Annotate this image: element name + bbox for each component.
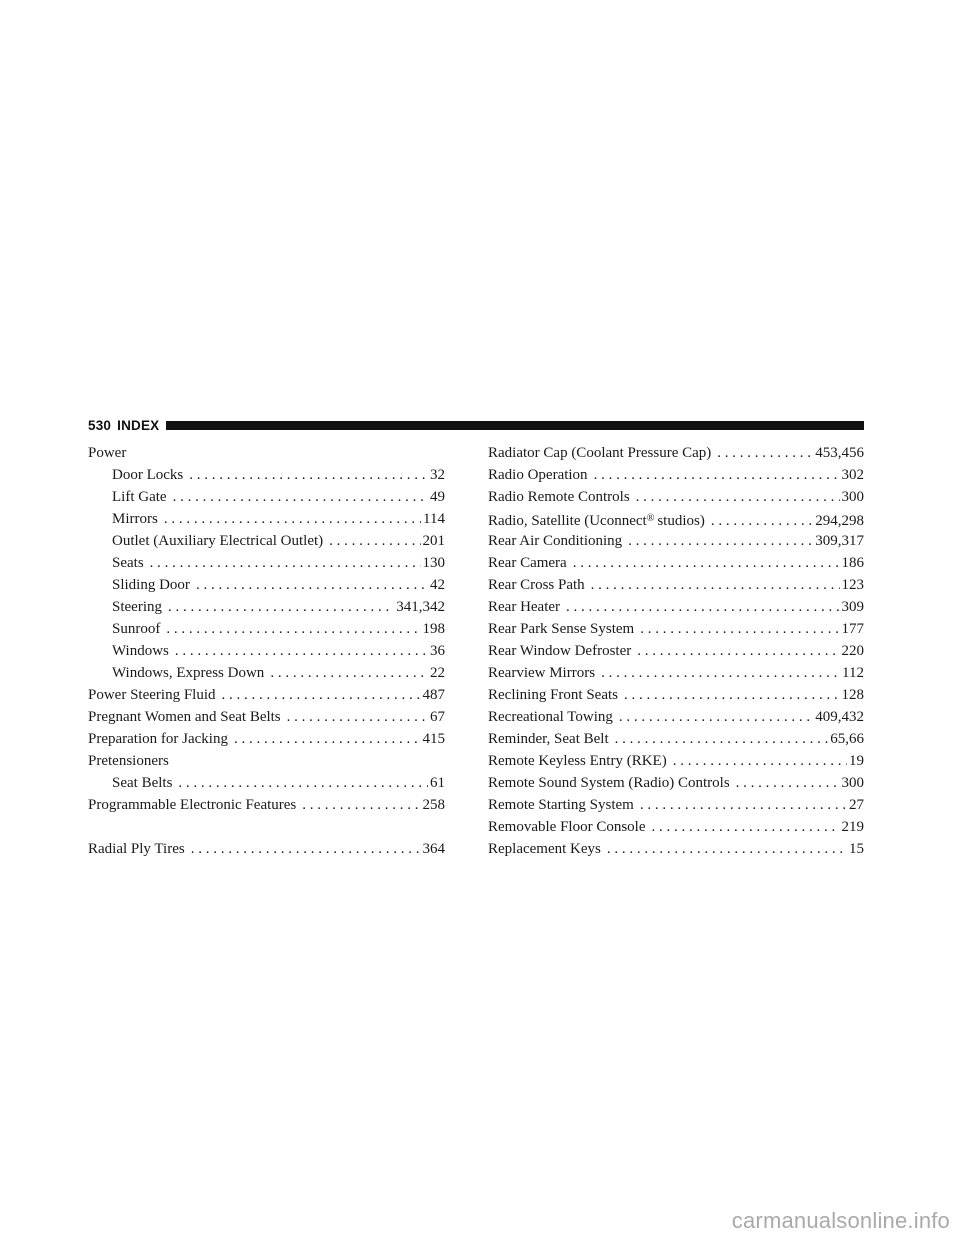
entry-term: Door Locks [112, 467, 184, 483]
entry-term: Seats [112, 555, 144, 571]
index-entry [88, 530, 445, 552]
entry-page: 67 [430, 709, 445, 725]
dot-leader [191, 838, 421, 860]
index-entry [488, 552, 864, 574]
index-entry [88, 552, 445, 574]
entry-term: Rearview Mirrors [488, 665, 596, 681]
header-label [88, 418, 159, 433]
index-entry [88, 838, 445, 860]
entry-page: 186 [841, 555, 864, 571]
index-column-right [488, 442, 864, 860]
dot-leader [166, 618, 420, 640]
entry-term: Reclining Front Seats [488, 687, 618, 703]
entry-page: 32 [430, 467, 445, 483]
dot-leader [178, 772, 428, 794]
entry-page: 364 [422, 841, 445, 857]
page-number: 530 [88, 417, 112, 433]
dot-leader [640, 794, 847, 816]
header-rule [166, 421, 864, 430]
entry-page: 309,317 [815, 533, 864, 549]
entry-page: 302 [841, 467, 864, 483]
index-entry [488, 794, 864, 816]
entry-page: 112 [842, 665, 864, 681]
entry-term: Sunroof [112, 621, 161, 637]
index-entry [488, 442, 864, 464]
dot-leader [673, 750, 847, 772]
entry-term: Pretensioners [88, 753, 169, 769]
dot-leader [591, 574, 840, 596]
dot-leader [234, 728, 421, 750]
entry-term: Rear Cross Path [488, 577, 585, 593]
dot-leader [189, 464, 428, 486]
entry-page: 409,432 [815, 709, 864, 725]
dot-leader [287, 706, 428, 728]
dot-leader [173, 486, 428, 508]
index-entry [88, 684, 445, 706]
entry-term: Steering [112, 599, 162, 615]
index-entry [88, 486, 445, 508]
dot-leader [640, 618, 839, 640]
index-entry [488, 618, 864, 640]
dot-leader [736, 772, 840, 794]
entry-page: 42 [430, 577, 445, 593]
entry-term: Mirrors [112, 511, 158, 527]
entry-page: 220 [841, 643, 864, 659]
index-entry [488, 728, 864, 750]
dot-leader [168, 596, 394, 618]
dot-leader [711, 510, 813, 532]
dot-leader [628, 530, 813, 552]
entry-page: 487 [422, 687, 445, 703]
entry-term: Recreational Towing [488, 709, 613, 725]
entry-page: 300 [841, 775, 864, 791]
index-entry [88, 618, 445, 640]
entry-term: Remote Starting System [488, 797, 634, 813]
entry-term: Rear Park Sense System [488, 621, 635, 637]
index-entry [488, 508, 864, 530]
dot-leader [637, 640, 839, 662]
index-entry [488, 706, 864, 728]
index-entry [88, 442, 445, 464]
entry-term: Power [88, 445, 127, 461]
entry-page: 201 [422, 533, 445, 549]
index-entry [88, 772, 445, 794]
entry-page: 453,456 [815, 445, 864, 461]
index-entry [488, 464, 864, 486]
entry-term-part: Radio, Satellite (Uconnect [488, 513, 647, 529]
entry-term: Removable Floor Console [488, 819, 646, 835]
index-entry [88, 794, 445, 816]
entry-term: Seat Belts [112, 775, 173, 791]
entry-page: 36 [430, 643, 445, 659]
dot-leader [150, 552, 421, 574]
entry-term: Reminder, Seat Belt [488, 731, 609, 747]
index-entry [88, 596, 445, 618]
entry-term: Replacement Keys [488, 841, 601, 857]
entry-page: 114 [423, 511, 445, 527]
dot-leader [175, 640, 428, 662]
index-entry [488, 838, 864, 860]
dot-leader [615, 728, 829, 750]
dot-leader [607, 838, 847, 860]
entry-page: 123 [841, 577, 864, 593]
index-entry [488, 640, 864, 662]
entry-page: 130 [422, 555, 445, 571]
dot-leader [624, 684, 840, 706]
entry-page: 177 [841, 621, 864, 637]
entry-term: Outlet (Auxiliary Electrical Outlet) [112, 533, 324, 549]
entry-term: Remote Keyless Entry (RKE) [488, 753, 667, 769]
index-entry [488, 662, 864, 684]
entry-page: 415 [422, 731, 445, 747]
entry-page: 341,342 [396, 599, 445, 615]
dot-leader [636, 486, 840, 508]
entry-page: 15 [849, 841, 864, 857]
index-entry [88, 706, 445, 728]
entry-page: 198 [422, 621, 445, 637]
entry-page: 49 [430, 489, 445, 505]
entry-term: Rear Window Defroster [488, 643, 632, 659]
entry-term: Radio Remote Controls [488, 489, 630, 505]
index-entry [488, 816, 864, 838]
index-entry [488, 750, 864, 772]
index-entry [88, 662, 445, 684]
entry-term: Windows, Express Down [112, 665, 265, 681]
index-entry [88, 508, 445, 530]
entry-term: Remote Sound System (Radio) Controls [488, 775, 730, 791]
entry-term-part: studios) [657, 513, 705, 529]
entry-term: Lift Gate [112, 489, 167, 505]
index-entry [488, 684, 864, 706]
entry-term: Radiator Cap (Coolant Pressure Cap) [488, 445, 712, 461]
registered-mark: ® [646, 513, 655, 524]
entry-term: Radio Operation [488, 467, 588, 483]
entry-term: Sliding Door [112, 577, 190, 593]
entry-page: 309 [841, 599, 864, 615]
index-entry [88, 728, 445, 750]
index-entry [88, 750, 445, 772]
entry-page: 19 [849, 753, 864, 769]
index-entry [88, 464, 445, 486]
page-header [88, 414, 864, 436]
index-entry [488, 486, 864, 508]
dot-leader [566, 596, 839, 618]
entry-page: 61 [430, 775, 445, 791]
entry-page: 258 [422, 797, 445, 813]
entry-page: 128 [841, 687, 864, 703]
entry-term: Programmable Electronic Features [88, 797, 297, 813]
entry-term: Radial Ply Tires [88, 841, 185, 857]
dot-leader [619, 706, 813, 728]
dot-leader [270, 662, 428, 684]
dot-leader [652, 816, 840, 838]
dot-leader [222, 684, 421, 706]
entry-page: 22 [430, 665, 445, 681]
index-entry [488, 596, 864, 618]
entry-page: 27 [849, 797, 864, 813]
entry-term: Pregnant Women and Seat Belts [88, 709, 281, 725]
entry-page: 65,66 [830, 731, 864, 747]
entry-page: 219 [841, 819, 864, 835]
dot-leader [717, 442, 813, 464]
dot-leader [594, 464, 840, 486]
index-column-left [88, 442, 445, 860]
dot-leader [601, 662, 840, 684]
dot-leader [164, 508, 421, 530]
dot-leader [329, 530, 420, 552]
entry-page: 300 [841, 489, 864, 505]
entry-term [488, 508, 705, 532]
watermark: carmanualsonline.info [731, 1208, 950, 1233]
entry-term: Preparation for Jacking [88, 731, 228, 747]
section-title: INDEX [117, 417, 160, 433]
index-entry [488, 772, 864, 794]
dot-leader [573, 552, 840, 574]
index-entry [488, 574, 864, 596]
index-entry [88, 640, 445, 662]
entry-page: 294,298 [815, 513, 864, 529]
entry-term: Windows [112, 643, 169, 659]
entry-term: Rear Heater [488, 599, 561, 615]
entry-term: Power Steering Fluid [88, 687, 216, 703]
entry-term: Rear Camera [488, 555, 567, 571]
entry-term: Rear Air Conditioning [488, 533, 623, 549]
dot-leader [196, 574, 428, 596]
index-entry [488, 530, 864, 552]
dot-leader [302, 794, 420, 816]
index-entry [88, 574, 445, 596]
